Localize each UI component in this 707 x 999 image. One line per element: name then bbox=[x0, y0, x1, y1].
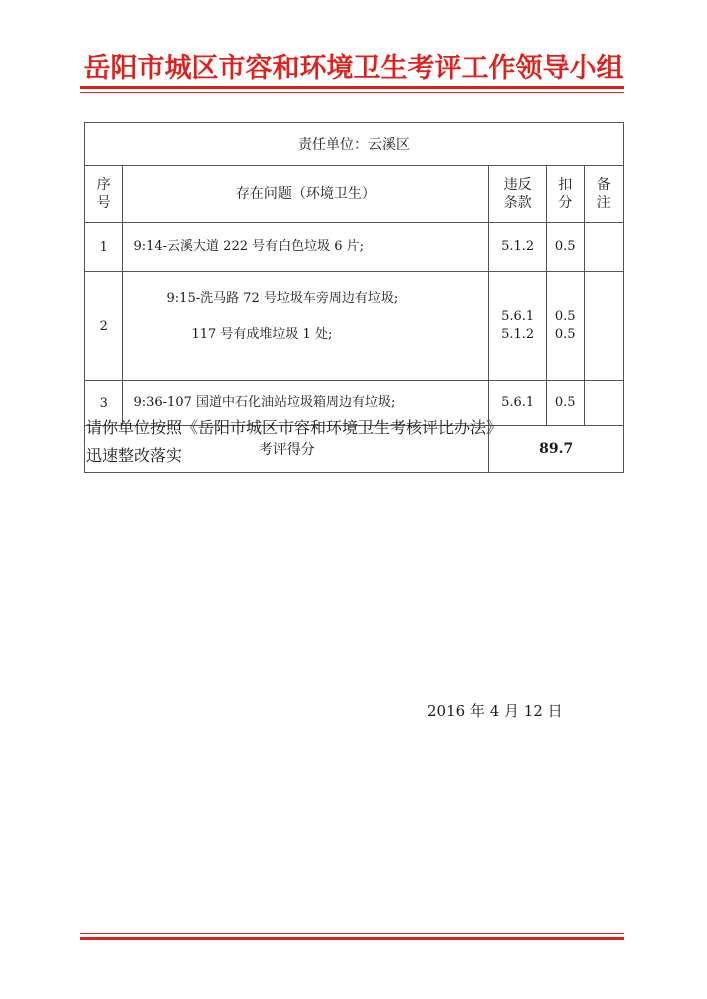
document-title: 岳阳市城区市容和环境卫生考评工作领导小组 bbox=[83, 53, 624, 84]
header-deduction-line1: 扣 bbox=[558, 177, 573, 193]
header-issue-label: 存在问题（环境卫生） bbox=[235, 186, 376, 202]
header-rule-thick bbox=[80, 86, 624, 89]
instruction-line-1: 请你单位按照《岳阳市城区市容和环境卫生考核评比办法》 bbox=[86, 418, 503, 437]
row-note bbox=[584, 223, 623, 272]
issue-line: 9:14-云溪大道 222 号有白色垃圾 6 片; bbox=[133, 239, 365, 254]
issue-line: 9:15-洗马路 72 号垃圾车旁周边有垃圾; bbox=[166, 291, 399, 306]
header-clause bbox=[489, 166, 546, 223]
row-issue bbox=[123, 272, 489, 381]
row-no: 3 bbox=[85, 381, 123, 426]
row-deduction bbox=[546, 272, 584, 381]
footer-rule-thin bbox=[80, 933, 624, 934]
header-rule-thin bbox=[80, 92, 624, 93]
deduction-value: 0.5 bbox=[554, 395, 576, 410]
instruction-line-2: 迅速整改落实 bbox=[86, 446, 183, 465]
responsible-unit: 责任单位：云溪区 bbox=[85, 123, 624, 166]
footer-rule-thick bbox=[80, 937, 624, 940]
unit-row bbox=[85, 123, 624, 166]
header-note bbox=[584, 166, 623, 223]
header-deduction bbox=[546, 166, 584, 223]
table-header-row bbox=[85, 166, 624, 223]
issue-line: 117 号有成堆垃圾 1 处; bbox=[191, 327, 333, 342]
clause-value: 5.6.1 bbox=[501, 395, 535, 410]
issue-date: 2016 年 4 月 12 日 bbox=[427, 702, 563, 720]
header-issue bbox=[123, 166, 489, 223]
deduction-value: 0.5 bbox=[554, 327, 576, 342]
row-no: 2 bbox=[85, 272, 123, 381]
instruction-text bbox=[86, 414, 646, 470]
header-no-line1: 序 bbox=[96, 177, 111, 193]
header-note-line1: 备 bbox=[596, 177, 611, 193]
clause-value: 5.6.1 bbox=[501, 309, 535, 324]
table-row bbox=[85, 272, 624, 381]
clause-value: 5.1.2 bbox=[501, 239, 535, 254]
clause-value: 5.1.2 bbox=[501, 327, 535, 342]
header-no-line2: 号 bbox=[96, 195, 111, 211]
header-note-line2: 注 bbox=[596, 195, 611, 211]
deduction-value: 0.5 bbox=[554, 239, 576, 254]
row-deduction bbox=[546, 223, 584, 272]
row-clause bbox=[489, 223, 546, 272]
header-clause-line2: 条款 bbox=[503, 195, 532, 211]
row-clause bbox=[489, 272, 546, 381]
score-value: 89.7 bbox=[489, 426, 624, 473]
score-label: 考评得分 bbox=[85, 426, 489, 473]
issue-line: 9:36-107 国道中石化油站垃圾箱周边有垃圾; bbox=[133, 395, 396, 410]
header-deduction-line2: 分 bbox=[558, 195, 573, 211]
row-note bbox=[584, 272, 623, 381]
header-no bbox=[85, 166, 123, 223]
row-issue bbox=[123, 223, 489, 272]
row-no: 1 bbox=[85, 223, 123, 272]
header-clause-line1: 违反 bbox=[503, 177, 532, 193]
table-row bbox=[85, 223, 624, 272]
deduction-value: 0.5 bbox=[554, 309, 576, 324]
